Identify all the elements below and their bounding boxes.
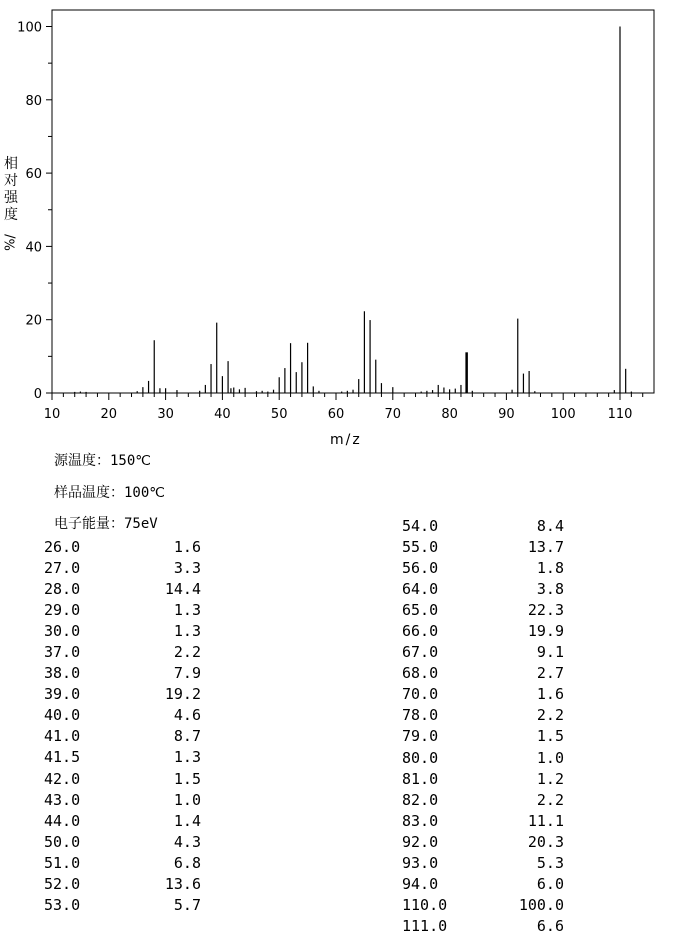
- chart-peaks: [75, 27, 632, 394]
- intensity-value: 1.0: [173, 790, 201, 809]
- mz-value: 41.5: [44, 748, 81, 767]
- table-row: [402, 663, 572, 684]
- y-axis-label: [2, 156, 20, 251]
- sample-temp-line: [54, 482, 165, 502]
- mz-value: 67.0: [402, 643, 439, 662]
- mz-value: 55.0: [402, 538, 439, 557]
- source-temp-value: 150℃: [110, 453, 152, 469]
- mass-spectrum-chart: [0, 0, 680, 430]
- x-tick-label: 60: [327, 407, 345, 422]
- table-row: [44, 895, 204, 916]
- mz-value: 78.0: [402, 706, 439, 725]
- table-row: [402, 516, 572, 537]
- mz-value: 56.0: [402, 559, 439, 578]
- intensity-value: 3.3: [173, 559, 201, 578]
- peak-table-left: [44, 537, 204, 916]
- mz-value: 68.0: [402, 664, 439, 683]
- intensity-value: 1.5: [173, 769, 201, 788]
- y-label-char-3: 强: [4, 190, 18, 206]
- mz-value: 64.0: [402, 580, 439, 599]
- intensity-value: 7.9: [173, 664, 201, 683]
- x-tick-label: 40: [214, 407, 231, 422]
- y-label-char-4: 度: [4, 207, 18, 223]
- table-row: [44, 874, 204, 895]
- table-row: [44, 769, 204, 790]
- source-temp-label: 源温度：: [54, 453, 110, 469]
- y-tick-label: 100: [17, 20, 42, 36]
- intensity-value: 1.3: [173, 622, 201, 641]
- mz-value: 93.0: [402, 853, 439, 872]
- table-row: [44, 684, 204, 705]
- x-tick-label: 70: [384, 407, 402, 422]
- table-row: [402, 705, 572, 726]
- table-row: [44, 537, 204, 558]
- table-row: [402, 621, 572, 642]
- plot-frame: [52, 10, 654, 393]
- y-tick-label: 60: [25, 167, 42, 183]
- table-row: [402, 748, 572, 769]
- mz-value: 53.0: [44, 895, 81, 914]
- intensity-value: 1.3: [173, 748, 201, 767]
- intensity-value: 2.2: [173, 643, 201, 662]
- table-row: [44, 832, 204, 853]
- y-label-char-2: 对: [4, 173, 18, 189]
- intensity-value: 3.8: [536, 580, 564, 599]
- y-tick-label: 20: [25, 313, 42, 329]
- mz-value: 28.0: [44, 580, 81, 599]
- table-row: [402, 537, 572, 558]
- table-row: [44, 747, 204, 768]
- mz-value: 42.0: [44, 769, 81, 788]
- mz-value: 51.0: [44, 853, 81, 872]
- intensity-value: 6.6: [536, 916, 564, 935]
- intensity-value: 1.6: [173, 538, 201, 556]
- y-label-char-1: 相: [4, 156, 18, 172]
- chart-axes: [17, 10, 654, 422]
- table-row: [44, 726, 204, 747]
- mz-value: 41.0: [44, 727, 81, 746]
- intensity-value: 8.4: [536, 517, 564, 535]
- x-tick-label: 20: [100, 407, 118, 422]
- mz-value: 82.0: [402, 790, 439, 809]
- intensity-value: 1.5: [536, 727, 564, 746]
- mz-value: 111.0: [402, 916, 448, 935]
- intensity-value: 9.1: [536, 643, 564, 662]
- intensity-value: 14.4: [164, 580, 201, 599]
- table-row: [402, 832, 572, 853]
- table-row: [402, 600, 572, 621]
- sample-temp-label: 样品温度：: [54, 485, 124, 501]
- intensity-value: 4.3: [173, 832, 201, 851]
- energy-label: 电子能量：: [54, 516, 124, 532]
- mz-value: 83.0: [402, 811, 439, 830]
- table-row: [44, 663, 204, 684]
- table-row: [402, 726, 572, 747]
- x-tick-label: 30: [157, 407, 174, 422]
- mz-value: 27.0: [44, 559, 81, 578]
- table-row: [44, 558, 204, 579]
- energy-line: [54, 513, 158, 533]
- mz-value: 81.0: [402, 769, 439, 788]
- table-row: [402, 811, 572, 832]
- table-row: [44, 579, 204, 600]
- table-row: [402, 916, 572, 937]
- mz-value: 66.0: [402, 622, 439, 641]
- table-row: [402, 874, 572, 895]
- intensity-value: 1.3: [173, 601, 201, 620]
- table-row: [44, 853, 204, 874]
- energy-value: 75eV: [124, 516, 158, 532]
- x-tick-label: 80: [441, 407, 458, 422]
- intensity-value: 1.6: [536, 685, 564, 704]
- intensity-value: 5.3: [536, 853, 564, 872]
- mz-value: 70.0: [402, 685, 439, 704]
- table-row: [44, 642, 204, 663]
- intensity-value: 22.3: [527, 601, 564, 620]
- mz-value: 40.0: [44, 706, 81, 725]
- source-temp-line: [54, 450, 151, 470]
- table-row: [44, 621, 204, 642]
- sample-temp-value: 100℃: [124, 485, 166, 501]
- intensity-value: 1.0: [536, 748, 564, 767]
- table-row: [402, 558, 572, 579]
- mz-value: 92.0: [402, 832, 439, 851]
- y-label-unit: %/: [3, 234, 19, 251]
- mz-value: 26.0: [44, 538, 81, 556]
- intensity-value: 13.7: [527, 538, 564, 557]
- mz-value: 38.0: [44, 664, 81, 683]
- table-row: [402, 684, 572, 705]
- table-row: [402, 579, 572, 600]
- x-tick-label: 90: [498, 407, 515, 422]
- mz-value: 110.0: [402, 895, 448, 914]
- mz-value: 52.0: [44, 874, 81, 893]
- intensity-value: 19.9: [527, 622, 564, 641]
- intensity-value: 2.2: [536, 706, 564, 725]
- intensity-value: 19.2: [164, 685, 201, 704]
- intensity-value: 1.2: [536, 769, 564, 788]
- mz-value: 29.0: [44, 601, 81, 620]
- table-row: [402, 790, 572, 811]
- x-tick-label: 10: [43, 407, 61, 422]
- intensity-value: 100.0: [518, 895, 564, 914]
- mz-value: 54.0: [402, 517, 439, 535]
- table-row: [44, 790, 204, 811]
- table-row: [402, 895, 572, 916]
- x-tick-label: 110: [607, 407, 633, 422]
- intensity-value: 6.0: [536, 874, 564, 893]
- table-row: [44, 600, 204, 621]
- x-tick-label: 100: [550, 407, 576, 422]
- intensity-value: 13.6: [164, 874, 201, 893]
- x-axis-label: m/z: [330, 432, 362, 448]
- mz-value: 65.0: [402, 601, 439, 620]
- mz-value: 43.0: [44, 790, 81, 809]
- table-row: [402, 769, 572, 790]
- intensity-value: 1.4: [173, 811, 201, 830]
- mz-value: 94.0: [402, 874, 439, 893]
- intensity-value: 4.6: [173, 706, 201, 725]
- mz-value: 39.0: [44, 685, 81, 704]
- mz-value: 37.0: [44, 643, 81, 662]
- intensity-value: 8.7: [173, 727, 201, 746]
- x-tick-label: 50: [270, 407, 288, 422]
- table-row: [44, 705, 204, 726]
- mz-value: 79.0: [402, 727, 439, 746]
- y-tick-label: 80: [25, 93, 42, 109]
- intensity-value: 1.8: [536, 559, 564, 578]
- intensity-value: 6.8: [173, 853, 201, 872]
- table-row: [44, 811, 204, 832]
- intensity-value: 11.1: [527, 811, 564, 830]
- intensity-value: 2.2: [536, 790, 564, 809]
- table-row: [402, 642, 572, 663]
- mz-value: 30.0: [44, 622, 81, 641]
- y-tick-label: 40: [25, 240, 42, 256]
- y-tick-label: 0: [33, 387, 42, 402]
- peak-table-right: [402, 516, 572, 937]
- mz-value: 44.0: [44, 811, 81, 830]
- mz-value: 50.0: [44, 832, 81, 851]
- intensity-value: 2.7: [536, 664, 564, 683]
- intensity-value: 5.7: [173, 895, 201, 914]
- intensity-value: 20.3: [527, 832, 564, 851]
- mz-value: 80.0: [402, 748, 439, 767]
- table-row: [402, 853, 572, 874]
